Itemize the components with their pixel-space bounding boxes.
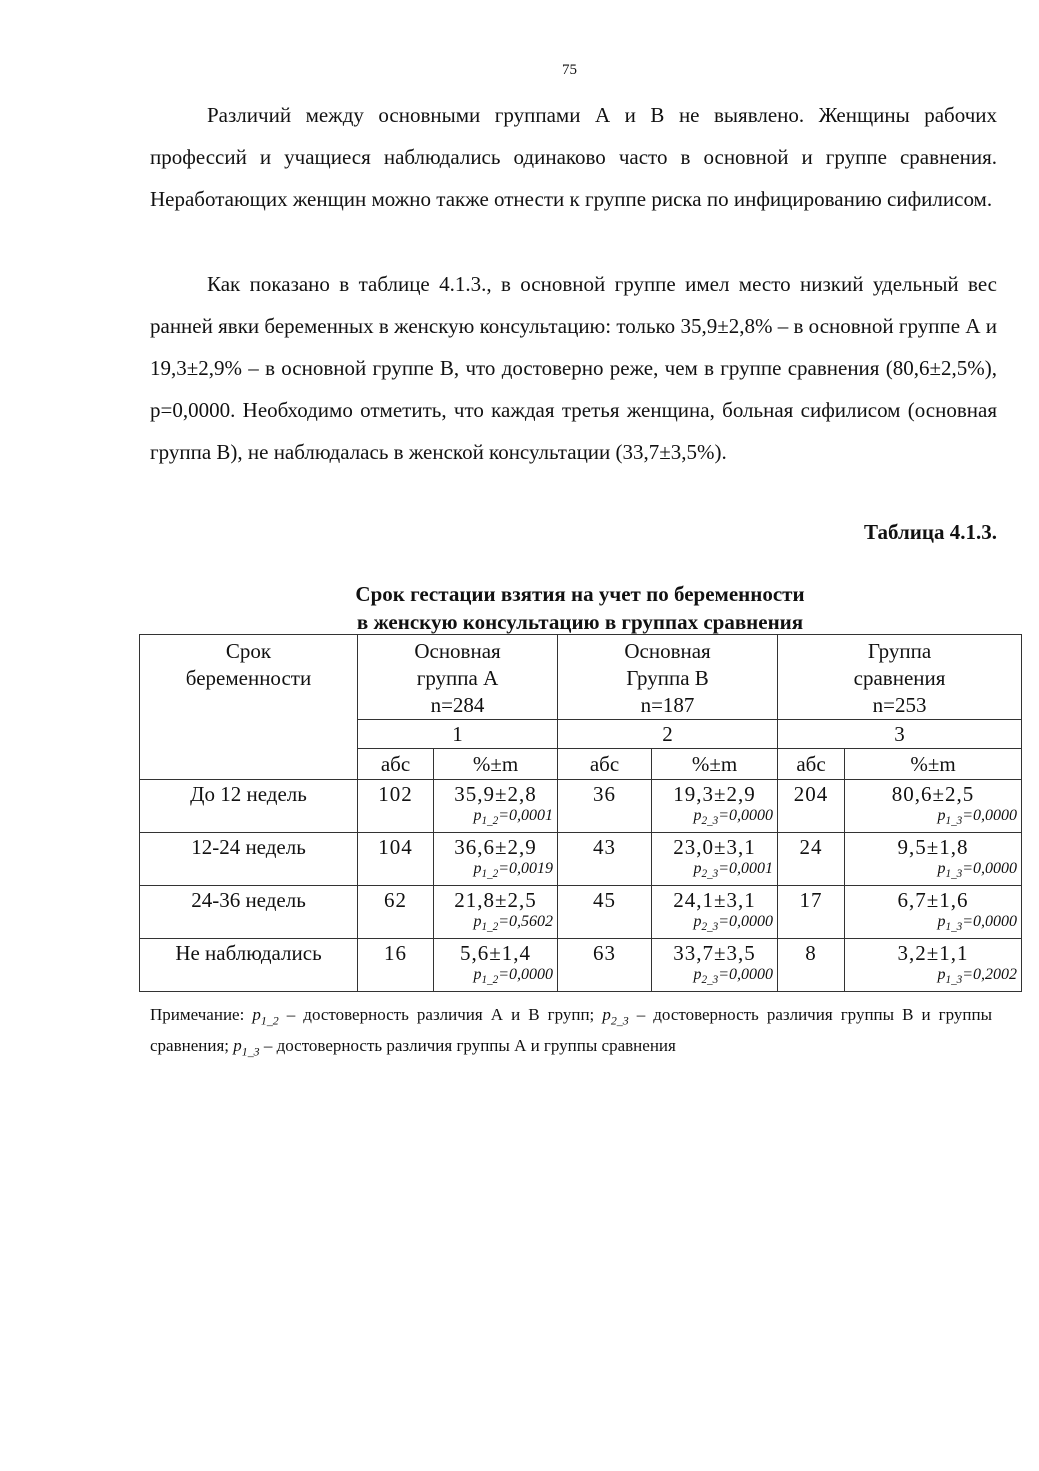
table-row [140, 939, 1022, 992]
table-caption-line-1: Срок гестации взятия на учет по беременности [355, 582, 805, 606]
p-value: $p_{1\_2}=0,0000$ [473, 966, 554, 987]
subheader-abs: абс [558, 749, 652, 780]
pct-value: 21,8±2,5 [454, 888, 537, 912]
abs-cell [778, 833, 845, 886]
row-label: 12-24 недель [140, 833, 358, 886]
pct-cell [845, 886, 1022, 939]
header-term-line: беременности [185, 666, 312, 690]
header-group-a [358, 635, 558, 720]
pct-cell [652, 780, 778, 833]
header-line: n=284 [430, 693, 485, 717]
p-value: $p_{2\_3}=0,0000$ [693, 807, 774, 828]
pct-cell [845, 833, 1022, 886]
p-value: $p_{1\_2}=0,0001$ [473, 807, 554, 828]
pct-value: 35,9±2,8 [454, 782, 537, 806]
group-number: 2 [558, 720, 778, 749]
pct-value: 36,6±2,9 [454, 835, 537, 859]
abs-value: 204 [793, 782, 829, 806]
note-p23-text: – достоверность различия группы В и группы сравнения; [150, 1005, 992, 1056]
p-value: $p_{1\_2}=0,5602$ [473, 913, 554, 934]
abs-value: 24 [799, 835, 823, 859]
header-line: Основная [624, 639, 711, 663]
gestation-table [139, 634, 1022, 992]
page-number: 75 [562, 62, 577, 78]
abs-value: 63 [593, 941, 617, 965]
pct-cell [652, 833, 778, 886]
note-p13: $p_{1\_3}$ [233, 1036, 260, 1059]
abs-value: 43 [593, 835, 617, 859]
paragraph-1 [150, 94, 997, 220]
header-term [140, 635, 358, 780]
abs-cell [558, 886, 652, 939]
pct-cell [434, 886, 558, 939]
subheader-abs: абс [778, 749, 845, 780]
abs-cell [358, 939, 434, 992]
note-p12-text: – достоверность различия А и В групп; [278, 1005, 603, 1024]
abs-value: 104 [378, 835, 413, 859]
table-label: Таблица 4.1.3. [864, 520, 997, 544]
header-line: сравнения [853, 666, 946, 690]
abs-value: 36 [593, 782, 617, 806]
header-line: группа А [416, 666, 499, 690]
p-value: $p_{2\_3}=0,0000$ [693, 913, 774, 934]
pct-cell [652, 939, 778, 992]
p-value: $p_{2\_3}=0,0001$ [693, 860, 774, 881]
pct-value: 80,6±2,5 [891, 782, 975, 806]
abs-value: 8 [805, 941, 817, 965]
p-value: $p_{1\_3}=0,0000$ [937, 913, 1018, 934]
abs-cell [558, 833, 652, 886]
abs-cell [778, 886, 845, 939]
abs-cell [558, 780, 652, 833]
p-value: $p_{1\_3}=0,2002$ [937, 966, 1018, 987]
pct-value: 9,5±1,8 [897, 835, 969, 859]
table-header-row [140, 635, 1022, 720]
row-label: 24-36 недель [140, 886, 358, 939]
table-row [140, 886, 1022, 939]
pct-cell [652, 886, 778, 939]
abs-cell [358, 833, 434, 886]
pct-cell [434, 939, 558, 992]
pct-value: 23,0±3,1 [673, 835, 756, 859]
paragraph-1-text: Различий между основными группами А и В не выявлено. Женщины рабочих профессий и учащиеся наблюдались одинаково часто в основной и группе сравнения. Неработающих женщин можно также отнести к группе риска по инфицированию сифилисом. [150, 103, 997, 211]
table-note [150, 1002, 992, 1065]
header-line: n=187 [640, 693, 695, 717]
row-label: Не наблюдались [140, 939, 358, 992]
table-body [140, 780, 1022, 992]
abs-cell [558, 939, 652, 992]
header-group-b [558, 635, 778, 720]
abs-cell [778, 939, 845, 992]
pct-value: 19,3±2,9 [673, 782, 756, 806]
abs-value: 17 [799, 888, 823, 912]
p-value: $p_{2\_3}=0,0000$ [693, 966, 774, 987]
group-number: 3 [778, 720, 1022, 749]
subheader-pct: %±m [652, 749, 778, 780]
abs-value: 16 [384, 941, 407, 965]
table-row [140, 780, 1022, 833]
header-term-line: Срок [225, 639, 272, 663]
subheader-pct: %±m [434, 749, 558, 780]
paragraph-2 [150, 263, 997, 473]
pct-value: 5,6±1,4 [459, 941, 532, 965]
abs-value: 102 [378, 782, 413, 806]
pct-cell [845, 780, 1022, 833]
note-p23: $p_{2\_3}$ [602, 1005, 629, 1028]
abs-cell [358, 780, 434, 833]
subheader-abs: абс [358, 749, 434, 780]
header-line: n=253 [872, 693, 927, 717]
pct-cell [434, 833, 558, 886]
row-label: До 12 недель [140, 780, 358, 833]
abs-cell [358, 886, 434, 939]
p-value: $p_{1\_3}=0,0000$ [937, 860, 1018, 881]
pct-cell [845, 939, 1022, 992]
pct-value: 24,1±3,1 [673, 888, 756, 912]
table-caption [139, 580, 1021, 636]
note-prefix: Примечание: [150, 1005, 245, 1024]
group-number: 1 [358, 720, 558, 749]
abs-value: 45 [593, 888, 617, 912]
paragraph-2-text: Как показано в таблице 4.1.3., в основной группе имел место низкий удельный вес ранней явки беременных в женскую консультацию: только 35,9±2,8% – в основной группе А и 19,3±2,9% – в основной группе В, что достоверно реже, чем в группе сравнения (80,6±2,5%), р=0,0000. Необходимо отметить, что каждая третья женщина, больная сифилисом (основная группа В), не наблюдалась в женской консультации (33,7±3,5%). [150, 272, 997, 464]
pct-value: 33,7±3,5 [673, 941, 756, 965]
pct-value: 3,2±1,1 [897, 941, 969, 965]
p-value: $p_{1\_3}=0,0000$ [937, 807, 1018, 828]
pct-value: 6,7±1,6 [897, 888, 969, 912]
table-row [140, 833, 1022, 886]
abs-cell [778, 780, 845, 833]
header-line: Основная [414, 639, 501, 663]
header-line: Группа В [626, 666, 709, 690]
p-value: $p_{1\_2}=0,0019$ [473, 860, 554, 881]
pct-cell [434, 780, 558, 833]
header-comparison-group [778, 635, 1022, 720]
subheader-pct: %±m [845, 749, 1022, 780]
abs-value: 62 [384, 888, 407, 912]
table-caption-line-2: в женскую консультацию в группах сравнения [356, 610, 804, 634]
note-p13-text: – достоверность различия группы А и группы сравнения [259, 1036, 676, 1056]
note-p12: $p_{1\_2}$ [252, 1005, 279, 1028]
header-line: Группа [867, 639, 932, 663]
